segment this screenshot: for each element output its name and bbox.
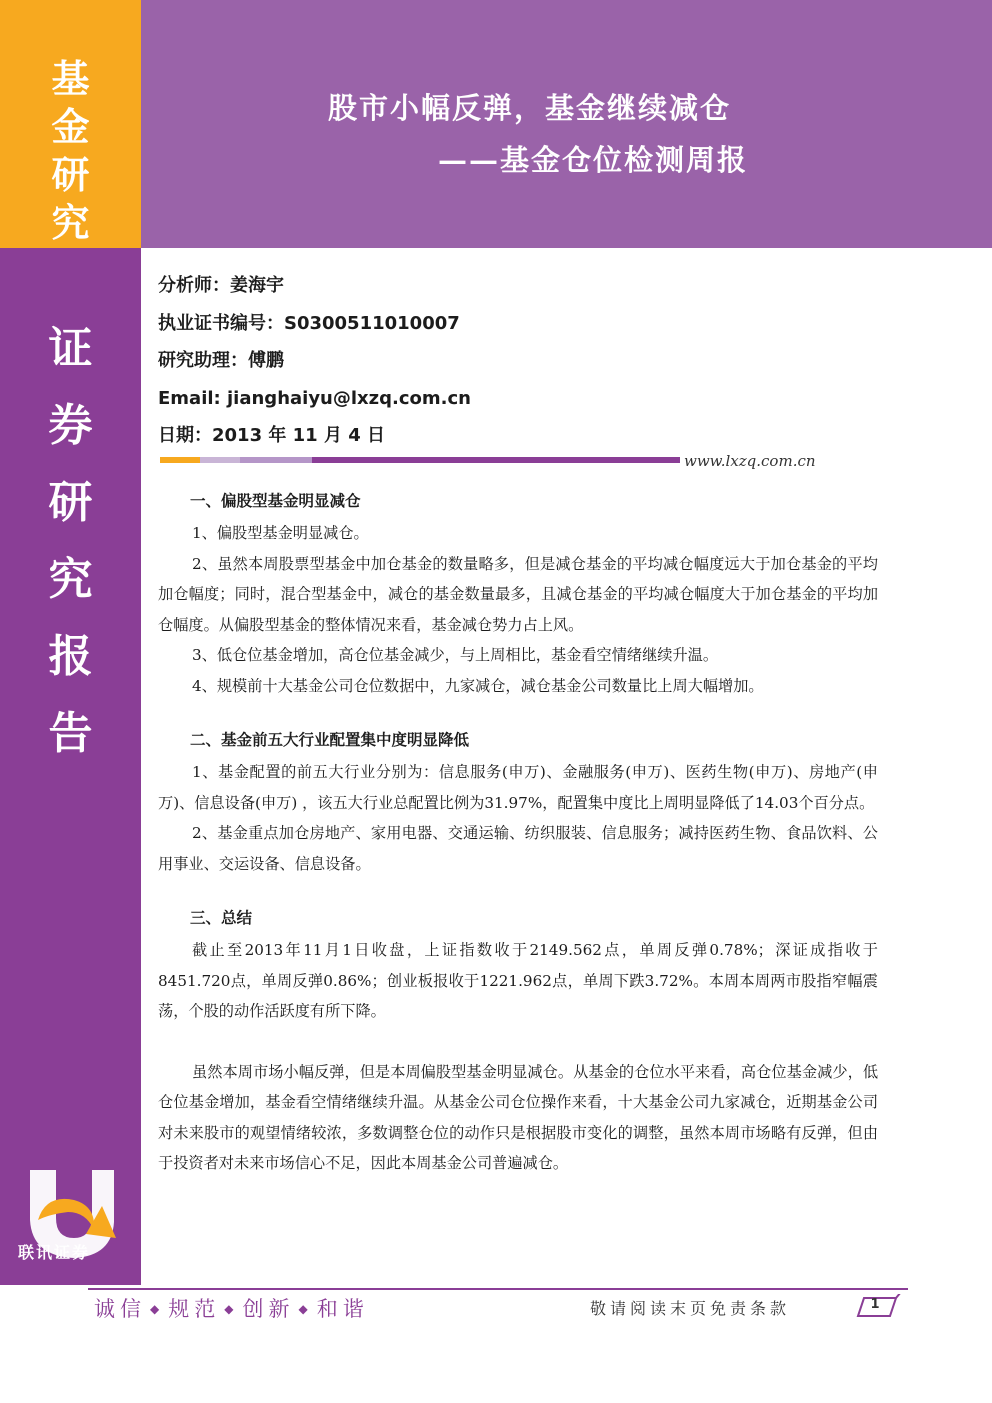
paragraph: 2、虽然本周股票型基金中加仓基金的数量略多，但是减仓基金的平均减仓幅度远大于加仓基金的平均加仓幅度；同时，混合型基金中，减仓的基金数量最多，且减仓基金的平均减仓幅度大于加仓基金的平均加仓幅度。从偏股型基金的整体情况来看，基金减仓势力占上风。 bbox=[158, 554, 878, 634]
paragraph: 截止至2013年11月1日收盘，上证指数收于2149.562点，单周反弹0.78%；深证成指收于8451.720点，单周反弹0.86%；创业板报收于1221.962点，单周下跌3.72%。本周本周两市股指窄幅震荡，个股的动作活跃度有所下降。 bbox=[158, 941, 878, 1020]
footer-divider bbox=[88, 1288, 908, 1290]
company-name: 联讯证券 bbox=[18, 1243, 91, 1262]
paragraph: 1、基金配置的前五大行业分别为：信息服务(申万)、金融服务(申万)、医药生物(申万)、房地产(申万)、信息设备(申万) ，该五大行业总配置比例为31.97%，配置集中度比上周明显降低了14.03个百分点。 bbox=[158, 763, 878, 812]
section-2 bbox=[158, 727, 878, 879]
paragraph: 4、规模前十大基金公司仓位数据中，九家减仓，减仓基金公司数量比上周大幅增加。 bbox=[192, 676, 764, 695]
report-subtitle: ——基金仓位检测周报 bbox=[438, 143, 749, 177]
paragraph: 2、基金重点加仓房地产、家用电器、交通运输、纺织服装、信息服务；减持医药生物、食品饮料、公用事业、交运设备、信息设备。 bbox=[158, 824, 878, 873]
paragraph: 虽然本周市场小幅反弹，但是本周偏股型基金明显减仓。从基金的仓位水平来看，高仓位基金减少，低仓位基金增加，基金看空情绪继续升温。从基金公司仓位操作来看，十大基金公司九家减仓，近期基金公司对未来股市的观望情绪较浓，多数调整仓位的动作只是根据股市变化的调整，虽然本周市场略有反弹，但由于投资者对未来市场信心不足，因此本周基金公司普遍减仓。 bbox=[158, 1062, 878, 1172]
paragraph: 3、低仓位基金增加，高仓位基金减少，与上周相比，基金看空情绪继续升温。 bbox=[192, 646, 719, 664]
sidebar-label-fund-research: 基 金 研 究 bbox=[51, 56, 90, 245]
report-body bbox=[158, 488, 878, 1179]
header-divider bbox=[160, 457, 680, 463]
disclaimer-note: 敬请阅读末页免责条款 bbox=[590, 1299, 791, 1318]
date-line: 日期：2013 年 11 月 4 日 bbox=[158, 425, 386, 446]
website-link[interactable]: www.lxzq.com.cn bbox=[684, 452, 816, 470]
page-number: 1 bbox=[852, 1294, 902, 1318]
section-title: 二、基金前五大行业配置集中度明显降低 bbox=[190, 730, 470, 749]
license-line: 执业证书编号：S0300511010007 bbox=[158, 312, 460, 334]
section-1 bbox=[158, 488, 878, 701]
footer-motto: 诚信 ◆ 规范 ◆ 创新 ◆ 和谐 bbox=[94, 1297, 369, 1321]
author-info bbox=[158, 272, 471, 460]
divider-segment-purple bbox=[312, 457, 680, 463]
divider-segment-mid bbox=[240, 457, 312, 463]
divider-segment-orange bbox=[160, 457, 200, 463]
section-title: 一、偏股型基金明显减仓 bbox=[190, 491, 361, 510]
email-link[interactable]: Email: jianghaiyu@lxzq.com.cn bbox=[158, 387, 471, 409]
divider-segment-light bbox=[200, 457, 240, 463]
analyst-line: 分析师：姜海宇 bbox=[158, 275, 284, 296]
diamond-icon: ◆ bbox=[224, 1302, 239, 1316]
assistant-line: 研究助理：傅鹏 bbox=[158, 350, 284, 371]
diamond-icon: ◆ bbox=[150, 1302, 165, 1316]
section-title: 三、总结 bbox=[190, 908, 253, 927]
section-3 bbox=[158, 905, 878, 1179]
diamond-icon: ◆ bbox=[298, 1302, 313, 1316]
report-title: 股市小幅反弹，基金继续减仓 bbox=[328, 91, 732, 125]
sidebar-label-securities-report: 证 券 研 究 报 告 bbox=[48, 323, 93, 759]
paragraph: 1、偏股型基金明显减仓。 bbox=[192, 524, 369, 542]
